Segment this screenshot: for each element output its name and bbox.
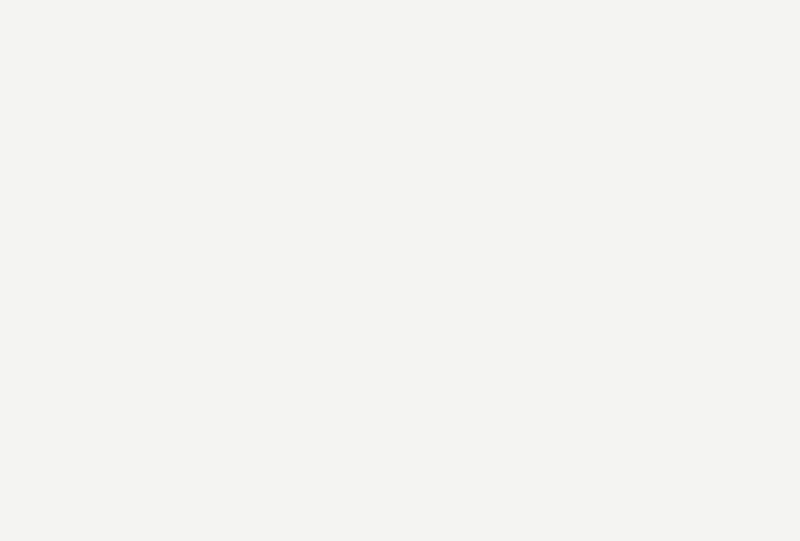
row-number-gutter <box>0 0 38 541</box>
